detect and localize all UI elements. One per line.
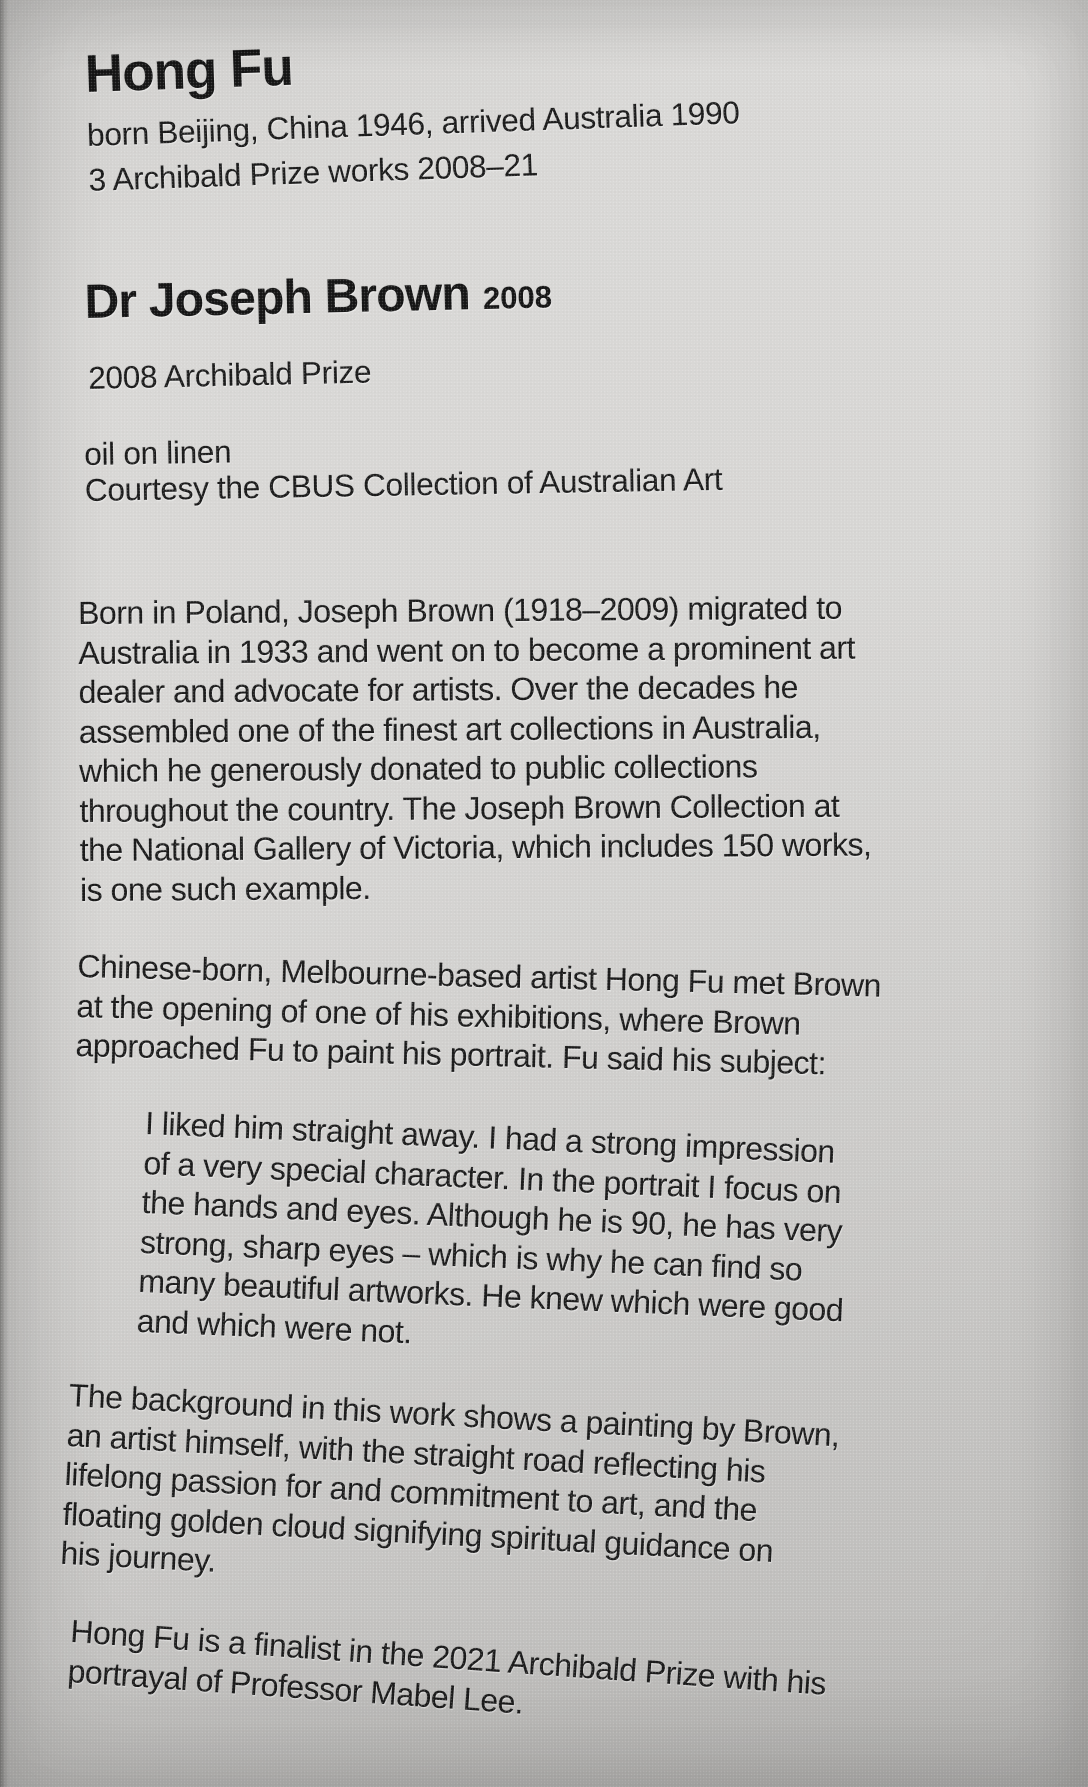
artist-name: Hong Fu	[83, 37, 294, 104]
medium-credit-block	[84, 425, 723, 508]
paragraph-finalist: Hong Fu is a finalist in the 2021 Archibald Prize with his portrayal of Professor Mabel Lee.	[66, 1612, 828, 1721]
panel-edge-shadow	[0, 0, 9, 1787]
artist-bio: born Beijing, China 1946, arrived Australia 1990 3 Archibald Prize works 2008–21	[86, 94, 741, 198]
paragraph-meeting: Chinese-born, Melbourne-based artist Hong Fu met Brown at the opening of one of his exhibitions, where Brown approached Fu to paint his portrait. Fu said his subject:	[75, 947, 882, 1082]
prize-line: 2008 Archibald Prize	[87, 353, 372, 396]
paragraph-biography: Born in Poland, Joseph Brown (1918–2009) migrated to Australia in 1933 and went on to become a prominent art dealer and advocate for artists. Over the decades he assembled one of the finest art collections in Australia, which he generously donated to public collections throughout the country. The Joseph Brown Collection at the National Gallery of Victoria, which includes 150 works, is one such example.	[78, 589, 872, 908]
artist-quote: I liked him straight away. I had a strong impression of a very special character. In the portrait I focus on the hands and eyes. Although he is 90, he has very strong, sharp eyes – which is why he can find so many beautiful artworks. He knew which were good and which were not.	[136, 1104, 844, 1350]
artwork-title-block	[84, 265, 554, 397]
artwork-title: Dr Joseph Brown	[84, 267, 471, 329]
artist-header	[84, 23, 742, 203]
artwork-year: 2008	[482, 279, 553, 316]
artwork-title-line	[84, 265, 553, 335]
paragraph-symbolism: The background in this work shows a painting by Brown, an artist himself, with the straight road reflecting his lifelong passion for and commitment to art, and the floating golden cloud signifying spiritual guidance on his journey.	[59, 1376, 841, 1579]
medium-credit-lines: oil on linen Courtesy the CBUS Collection of Australian Art	[84, 433, 723, 508]
